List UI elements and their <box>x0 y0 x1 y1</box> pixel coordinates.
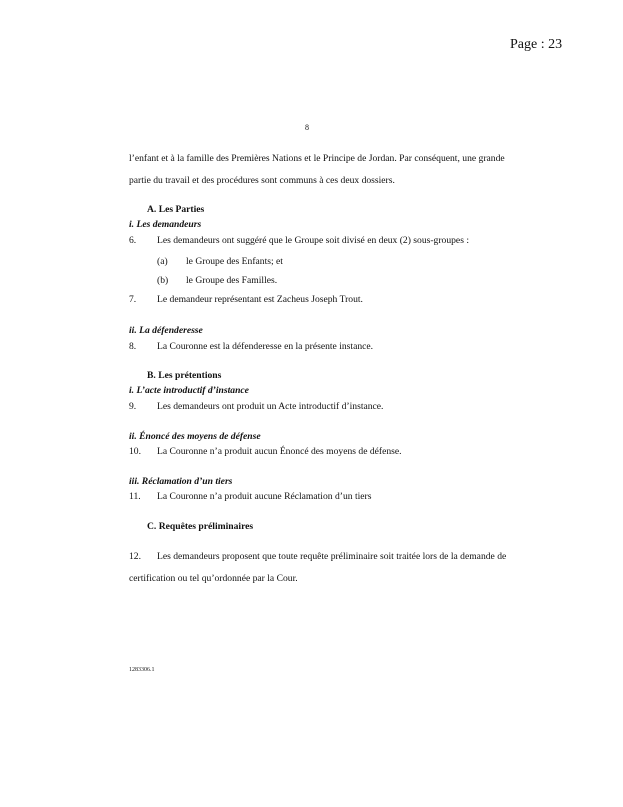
paragraph-8-text: La Couronne est la défenderesse en la présente instance. <box>157 341 374 352</box>
paragraph-6-number: 6. <box>129 235 137 246</box>
paragraph-10-text: La Couronne n’a produit aucun Énoncé des moyens de défense. <box>157 446 402 457</box>
paragraph-12-line-2: certification ou tel qu’ordonnée par la Cour. <box>129 573 298 584</box>
intro-line-1: l’enfant et à la famille des Premières Nations et le Principe de Jordan. Par conséquent, une grande <box>129 153 505 164</box>
paragraph-10-number: 10. <box>129 446 141 457</box>
document-id: 1283306.1 <box>129 667 155 673</box>
paragraph-11-number: 11. <box>129 491 141 502</box>
intro-line-2: partie du travail et des procédures sont communs à ces deux dossiers. <box>129 175 395 186</box>
paragraph-12-number: 12. <box>129 551 141 562</box>
paragraph-8-number: 8. <box>129 341 137 352</box>
paragraph-7-number: 7. <box>129 294 137 305</box>
subsection-a-ii-heading: ii. La défenderesse <box>129 325 203 336</box>
paragraph-6-a-text: le Groupe des Enfants; et <box>186 256 283 267</box>
page-number: 8 <box>305 123 309 132</box>
paragraph-9-number: 9. <box>129 401 137 412</box>
section-b-heading: B. Les prétentions <box>147 370 222 381</box>
page-label: Page : 23 <box>510 37 563 52</box>
paragraph-6-a-label: (a) <box>157 256 168 267</box>
paragraph-6-b-label: (b) <box>157 275 169 286</box>
paragraph-7-text: Le demandeur représentant est Zacheus Joseph Trout. <box>157 294 363 305</box>
paragraph-6-text: Les demandeurs ont suggéré que le Groupe soit divisé en deux (2) sous-groupes : <box>157 235 469 246</box>
paragraph-11-text: La Couronne n’a produit aucune Réclamation d’un tiers <box>157 491 372 502</box>
paragraph-6-b-text: le Groupe des Familles. <box>186 275 278 286</box>
subsection-b-iii-heading: iii. Réclamation d’un tiers <box>129 476 233 487</box>
subsection-b-ii-heading: ii. Énoncé des moyens de défense <box>129 431 261 442</box>
paragraph-12-line-1: Les demandeurs proposent que toute requête préliminaire soit traitée lors de la demande de <box>157 551 507 562</box>
section-a-heading: A. Les Parties <box>147 204 205 215</box>
paragraph-9-text: Les demandeurs ont produit un Acte introductif d’instance. <box>157 401 384 412</box>
subsection-a-i-heading: i. Les demandeurs <box>129 219 202 230</box>
section-c-heading: C. Requêtes préliminaires <box>147 521 254 532</box>
subsection-b-i-heading: i. L’acte introductif d’instance <box>129 385 249 396</box>
